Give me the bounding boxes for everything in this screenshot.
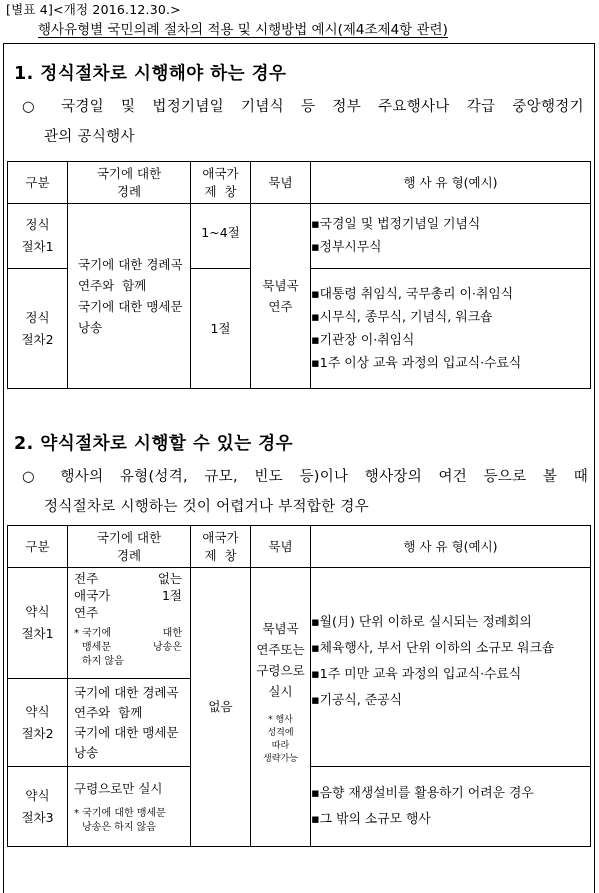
table-header-row [8, 162, 591, 204]
list-item: ▪월(月) 단위 이하로 실시되는 정례회의 [311, 615, 532, 630]
anthem-cell: 없음 [191, 568, 251, 847]
list-item: ▪음향 재생설비를 활용하기 어려운 경우 [311, 785, 534, 801]
silence-cell: 묵념곡 연주 [251, 204, 311, 389]
salute-cell: 구령으로만 실시 * 국기에 대한 맹세문 낭송은 하지 않음 [68, 767, 191, 847]
examples-cell [311, 204, 591, 269]
header-silence: 묵념 [251, 162, 311, 204]
list-item: ▪국경일 및 법정기념일 기념식 [311, 217, 481, 232]
section1-bullet-line2: 관의 공식행사 [44, 129, 135, 145]
table-row [8, 568, 591, 679]
list-item: ▪기관장 이·취임식 [311, 332, 415, 348]
silence-cell: 묵념곡 연주또는 구령으로 실시 * 행사 성격에 따라 생략가능 [251, 568, 311, 847]
header-salute: 국기에 대한 경례 [68, 526, 191, 568]
salute-cell: 국기에 대한 경례곡 연주와 함께 국기에 대한 맹세문 낭송 [68, 204, 191, 389]
header-salute: 국기에 대한 경례 [68, 162, 191, 204]
list-item: ▪1주 미만 교육 과정의 입교식·수료식 [311, 667, 522, 682]
table-header-row [8, 526, 591, 568]
list-item: ▪기공식, 준공식 [311, 693, 402, 708]
salute-cell: 국기에 대한 경례곡 연주와 함께 국기에 대한 맹세문 낭송 [68, 679, 191, 767]
list-item: ▪그 밖의 소규모 행사 [311, 811, 431, 827]
section1-table [7, 161, 591, 389]
section2-bullet-line2: 정식절차로 시행하는 것이 어렵거나 부적합한 경우 [44, 499, 369, 515]
document-title: 행사유형별 국민의례 절차의 적용 및 시행방법 예시(제4조제4항 관련) [38, 22, 448, 38]
row-type: 약식 절차1 [8, 568, 68, 679]
section2-table [7, 525, 591, 847]
section2-heading: 2. 약식절차로 시행할 수 있는 경우 [14, 434, 294, 454]
anthem-cell: 1절 [191, 269, 251, 389]
section1-heading: 1. 정식절차로 시행해야 하는 경우 [14, 64, 287, 84]
examples-cell [311, 767, 591, 847]
row-type: 약식 절차2 [8, 679, 68, 767]
header-silence: 묵념 [251, 526, 311, 568]
list-item: ▪정부시무식 [311, 240, 382, 255]
header-type: 구분 [8, 526, 68, 568]
header-examples: 행 사 유 형(예시) [311, 526, 591, 568]
row-type: 정식 절차2 [8, 269, 68, 389]
list-item: ▪체육행사, 부서 단위 이하의 소규모 워크숍 [311, 641, 555, 656]
attachment-tag: [별표 4]<개정 2016.12.30.> [6, 2, 181, 17]
bullet-circle: ○ [22, 469, 35, 485]
row-type: 약식 절차3 [8, 767, 68, 847]
table-row [8, 204, 591, 269]
list-item: ▪시무식, 종무식, 기념식, 워크숍 [311, 309, 493, 325]
header-anthem: 애국가 제 창 [191, 162, 251, 204]
header-type: 구분 [8, 162, 68, 204]
section1-bullet [22, 92, 584, 152]
header-anthem: 애국가 제 창 [191, 526, 251, 568]
examples-cell [311, 269, 591, 389]
section1-bullet-line1: ○ 국경일 및 법정기념일 기념식 등 정부 주요행사나 각급 중앙행정기 [22, 92, 584, 122]
section2-bullet-line1: ○ 행사의 유형(성격, 규모, 빈도 등)이나 행사장의 여건 등으로 볼 때 [22, 462, 588, 492]
row-type: 정식 절차1 [8, 204, 68, 269]
list-item: ▪대통령 취임식, 국무총리 이·취임식 [311, 286, 514, 302]
anthem-cell: 1~4절 [191, 204, 251, 269]
salute-cell: 전주 없는 애국가 1절 연주 * 국기에 대한 맹세문 낭송은 하지 않음 [68, 568, 191, 679]
section2-bullet [22, 462, 588, 522]
header-examples: 행 사 유 형(예시) [311, 162, 591, 204]
examples-cell [311, 568, 591, 767]
list-item: ▪1주 이상 교육 과정의 입교식·수료식 [311, 355, 522, 371]
bullet-circle: ○ [22, 99, 35, 115]
